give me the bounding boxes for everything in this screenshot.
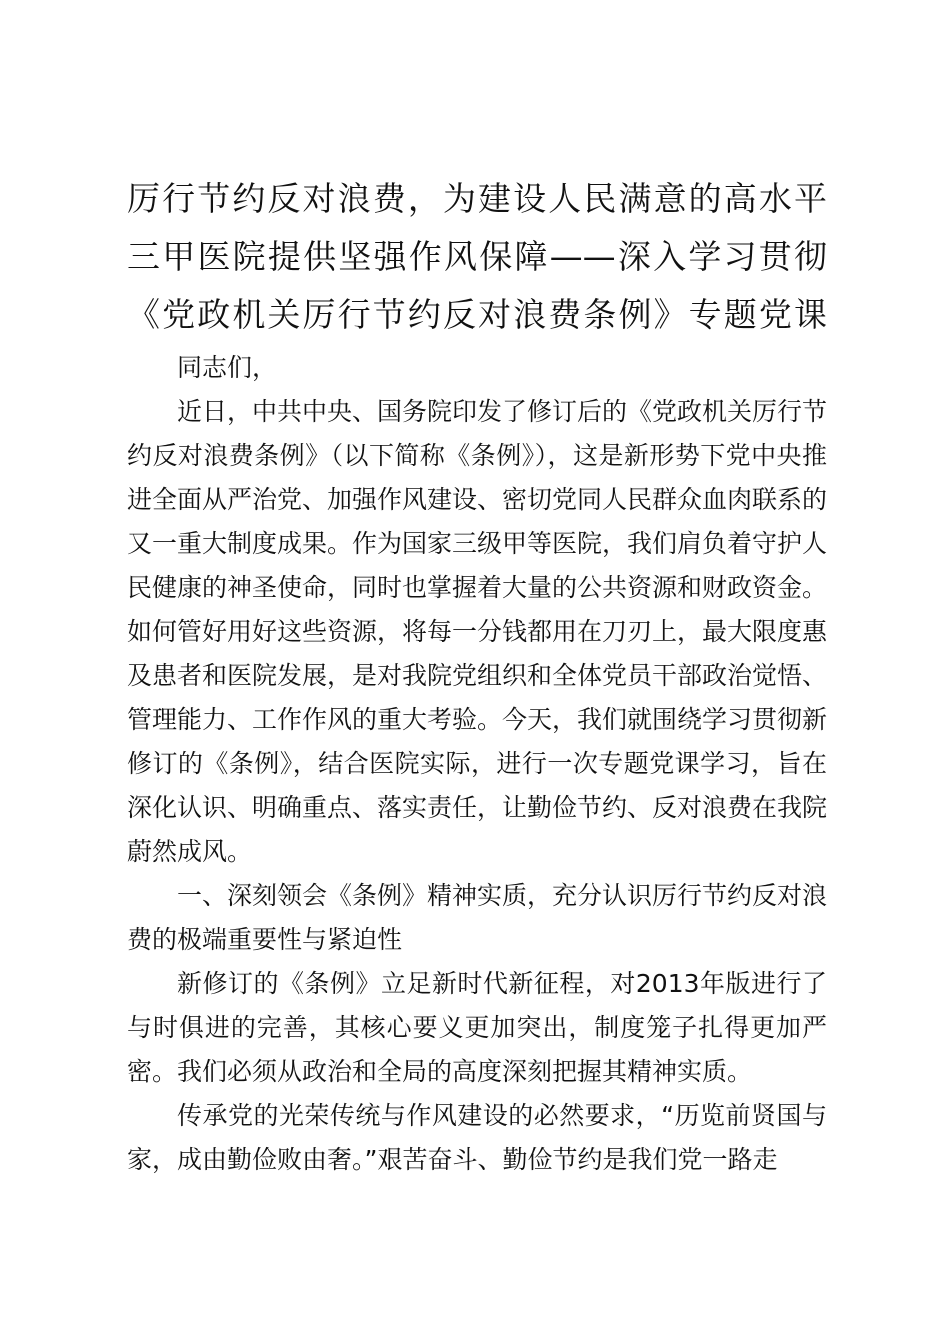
section-paragraph-2: 传承党的光荣传统与作风建设的必然要求，“历览前贤国与家，成由勤俭败由奢。”艰苦奋斗、勤俭节约是我们党一路走	[127, 1101, 827, 1174]
title-line-3: 《党政机关厉行节约反对浪费条例》专题党课	[127, 295, 827, 334]
intro-paragraph: 近日，中共中央、国务院印发了修订后的《党政机关厉行节约反对浪费条例》（以下简称《条例》），这是新形势下党中央推进全面从严治党、加强作风建设、密切党同人民群众血肉联系的又一重大制度成果。作为国家三级甲等医院，我们肩负着守护人民健康的神圣使命，同时也掌握着大量的公共资源和财政资金。如何管好用好这些资源，将每一分钱都用在刀刃上，最大限度惠及患者和医院发展，是对我院党组织和全体党员干部政治觉悟、管理能力、工作作风的重大考验。今天，我们就围绕学习贯彻新修订的《条例》，结合医院实际，进行一次专题党课学习，旨在深化认识、明确重点、落实责任，让勤俭节约、反对浪费在我院蔚然成风。	[127, 397, 828, 866]
greeting-paragraph: 同志们，	[177, 353, 278, 382]
title-line-2: 三甲医院提供坚强作风保障——深入学习贯彻	[127, 237, 827, 276]
title-line-1: 厉行节约反对浪费，为建设人民满意的高水平	[127, 179, 827, 218]
document-title	[127, 170, 827, 344]
section-paragraph-1: 新修订的《条例》立足新时代新征程，对2013年版进行了与时俱进的完善，其核心要义更加突出，制度笼子扎得更加严密。我们必须从政治和全局的高度深刻把握其精神实质。	[127, 969, 827, 1086]
section-heading-1: 一、深刻领会《条例》精神实质，充分认识厉行节约反对浪费的极端重要性与紧迫性	[127, 881, 828, 954]
document-content	[127, 170, 827, 1182]
